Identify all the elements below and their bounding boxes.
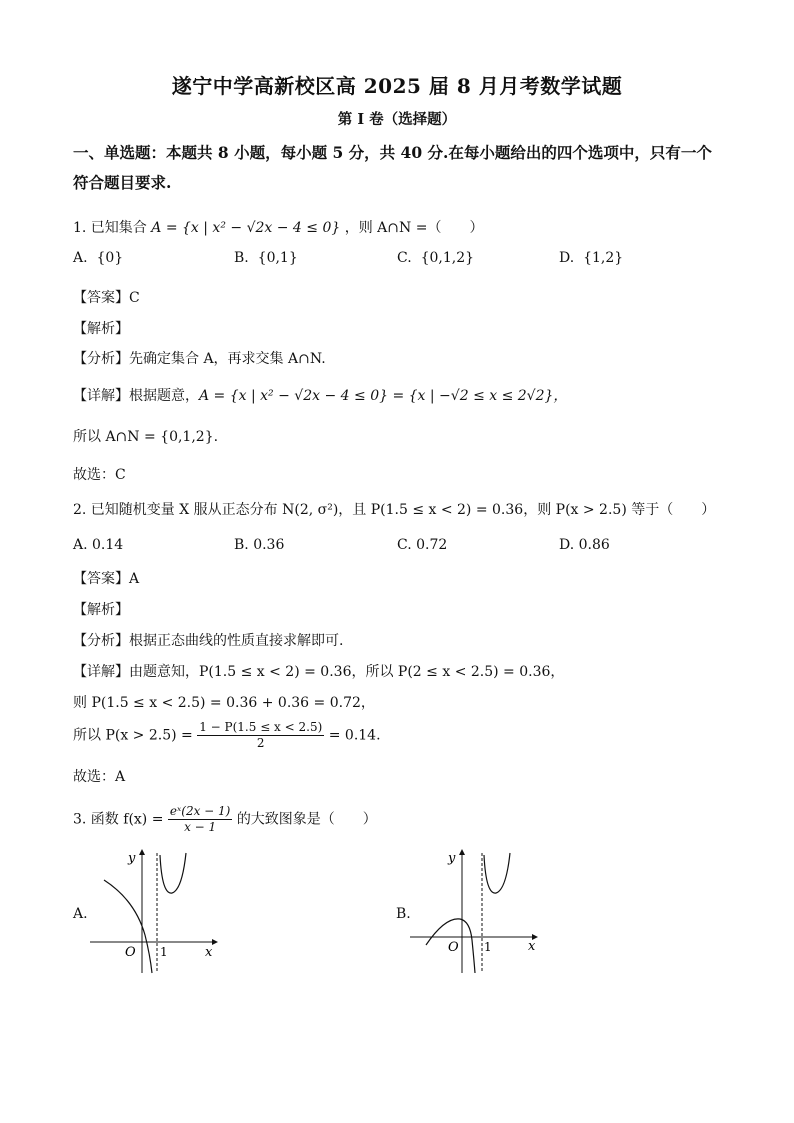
question-1-stem [73, 217, 483, 237]
q1-stem-suffix: ，则 A∩N =（ ） [344, 220, 484, 236]
q2-detail-line1: 【详解】由题意知，P(1.5 ≤ x < 2) = 0.36，所以 P(2 ≤ x < 2.5) = 0.36， [73, 664, 565, 680]
q1-option-b: B. {0,1} [234, 250, 298, 266]
q1-conclusion: 所以 A∩N = {0,1,2}. [73, 429, 219, 445]
q2-detail-line3: 所以 P(x > 2.5) = $\frac{1 - P(1.5 \le x < 2.5)}{2}$ = 0.14. [73, 720, 381, 750]
q1-fenxi: 【分析】先确定集合 A，再求交集 A∩N. [73, 351, 326, 367]
q2-option-a: A. 0.14 [73, 537, 124, 553]
q2-option-d: D. 0.86 [559, 537, 610, 553]
curve-right [160, 853, 186, 893]
q2-answer: 【答案】A [73, 571, 140, 587]
answer-tag: 【答案】 [73, 290, 129, 306]
q1-analysis-tag: 【解析】 [73, 321, 129, 337]
q3-graph-a [90, 845, 225, 975]
q1-answer [73, 287, 140, 307]
q2-option-b: B. 0.36 [234, 537, 285, 553]
origin-label: O [448, 940, 459, 955]
answer-value: C [129, 290, 140, 306]
y-axis-label: y [448, 851, 456, 866]
section-heading-line2: 符合题目要求. [73, 173, 172, 192]
q2-analysis-tag: 【解析】 [73, 602, 129, 618]
q2-choose: 故选：A [73, 769, 126, 785]
q1-option-a: A. {0} [73, 250, 124, 266]
x-axis-arrow [212, 939, 218, 945]
question-2-stem: 2. 已知随机变量 X 服从正态分布 N(2, σ²)，且 P(1.5 ≤ x < 2) = 0.36，则 P(x > 2.5) 等于（ ） [73, 502, 716, 518]
q2-option-c: C. 0.72 [397, 537, 448, 553]
q2-detail-line2: 则 P(1.5 ≤ x < 2.5) = 0.36 + 0.36 = 0.72， [73, 695, 375, 711]
q1-stem-prefix: 1. 已知集合 [73, 220, 147, 236]
x-axis-label: x [528, 939, 536, 954]
page-title: 遂宁中学高新校区高 2025 届 8 月月考数学试题 [171, 74, 623, 98]
question-3-stem: 3. 函数 f(x) = $\frac{\text{eˣ(2x − 1)}}{x - 1}$ 的大致图象是（ ） [73, 804, 377, 834]
y-axis-arrow [459, 849, 465, 855]
q1-option-d: D. {1,2} [559, 250, 624, 266]
page-subtitle: 第 I 卷（选择题） [337, 111, 457, 128]
curve-right [484, 853, 510, 893]
q2-fraction: $\frac{1 - P(1.5 \le x < 2.5)}{2}$ [199, 720, 323, 750]
tick-one-label: 1 [160, 945, 168, 959]
q3-graph-b [410, 845, 545, 975]
y-axis-arrow [139, 849, 145, 855]
x-axis-label: x [205, 945, 213, 960]
section-heading-line1: 一、单选题：本题共 8 小题，每小题 5 分，共 40 分.在每小题给出的四个选项中，只有一个 [73, 143, 712, 162]
q1-set-expression: A = {x | x² − √2x − 4 ≤ 0} [151, 220, 341, 236]
q3-function-fraction: $\frac{\text{eˣ(2x − 1)}}{x - 1}$ [169, 804, 231, 834]
q1-choose: 故选：C [73, 467, 126, 483]
y-axis-label: y [128, 851, 136, 866]
q1-detail: 【详解】根据题意，A = {x | x² − √2x − 4 ≤ 0} = {x | −√2 ≤ x ≤ 2√2}， [73, 388, 568, 404]
q3-option-b-label: B. [396, 906, 411, 922]
origin-label: O [125, 945, 136, 960]
q1-option-c: C. {0,1,2} [397, 250, 475, 266]
tick-one-label: 1 [484, 940, 492, 954]
q3-option-a-label: A. [73, 906, 88, 922]
q2-fenxi: 【分析】根据正态曲线的性质直接求解即可. [73, 633, 344, 649]
